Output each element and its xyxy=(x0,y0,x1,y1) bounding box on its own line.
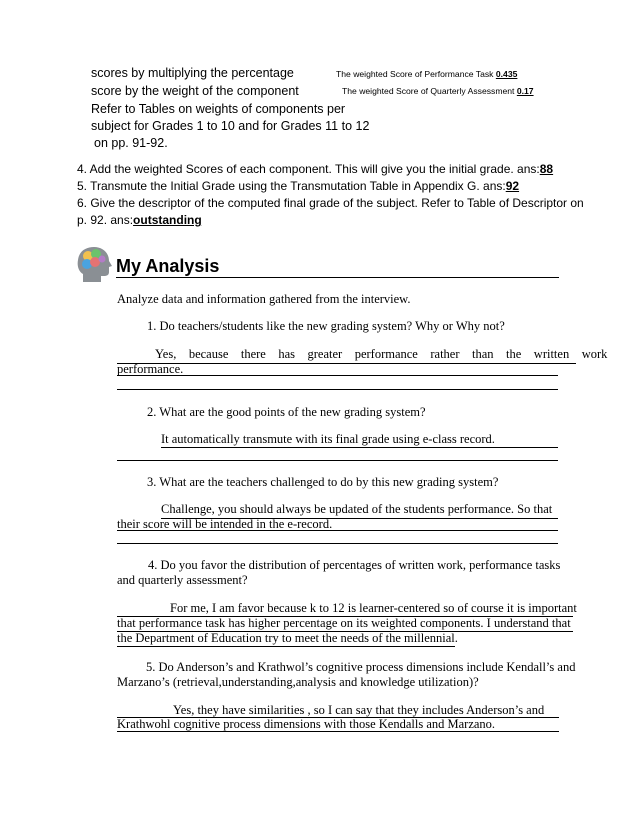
weighted-pt-value: 0.435 xyxy=(495,69,518,79)
intro-line: scores by multiplying the percentage xyxy=(91,66,294,80)
question-5-line-2: Marzano’s (retrieval,understanding,analysis and knowledge utilization)? xyxy=(117,675,479,689)
answer-rule xyxy=(117,363,576,364)
step-5 xyxy=(77,179,519,193)
instruction: Analyze data and information gathered from the interview. xyxy=(117,292,411,306)
step-answer: 92 xyxy=(505,179,520,193)
section-title-rule xyxy=(116,277,559,278)
section-title: My Analysis xyxy=(116,256,220,276)
brain-head-icon xyxy=(74,244,114,284)
weighted-qa-value: 0.17 xyxy=(516,86,534,96)
step-6: 6. Give the descriptor of the computed final grade of the subject. Refer to Table of Descriptor on xyxy=(77,196,584,210)
weighted-pt xyxy=(336,69,517,79)
answer-1-line-2: performance. xyxy=(117,362,184,376)
intro-line: Refer to Tables on weights of components per xyxy=(91,102,346,116)
answer-3-line-2: their score will be intended in the e-record. xyxy=(117,517,333,531)
answer-rule xyxy=(161,447,558,448)
question-4-line-2: and quarterly assessment? xyxy=(117,573,248,587)
answer-4-line-3: the Department of Education try to meet the needs of the millennial. xyxy=(117,631,458,645)
intro-line: subject for Grades 1 to 10 and for Grades 11 to 12 xyxy=(91,119,370,133)
step-6-line2 xyxy=(77,213,202,227)
question-2: 2. What are the good points of the new grading system? xyxy=(147,405,426,419)
answer-2-line-1: It automatically transmute with its final grade using e-class record. xyxy=(161,432,495,446)
step-text: 4. Add the weighted Scores of each component. This will give you the initial grade. ans: xyxy=(77,162,540,176)
step-answer: 88 xyxy=(539,162,554,176)
question-3: 3. What are the teachers challenged to do by this new grading system? xyxy=(147,475,499,489)
intro-line: score by the weight of the component xyxy=(91,84,299,98)
step-answer: outstanding xyxy=(133,213,202,227)
answer-1-line-1 xyxy=(117,347,608,362)
answer-rule xyxy=(117,375,558,376)
answer-rule xyxy=(117,646,455,647)
answer-rule xyxy=(117,543,558,544)
weighted-pt-label: The weighted Score of Performance Task xyxy=(336,69,494,79)
answer-4-line-1: For me, I am favor because k to 12 is learner-centered so of course it is important xyxy=(170,601,577,615)
weighted-qa-label: The weighted Score of Quarterly Assessment xyxy=(342,86,515,96)
answer-text: Yes, because there has greater performance rather than the written work xyxy=(155,347,608,361)
answer-rule xyxy=(117,731,559,732)
answer-5-line-1: Yes, they have similarities , so I can say that they includes Anderson’s and xyxy=(173,703,545,717)
step-4 xyxy=(77,162,553,176)
question-5-line-1: 5. Do Anderson’s and Krathwol’s cognitive process dimensions include Kendall’s and xyxy=(146,660,576,674)
step-text: p. 92. ans: xyxy=(77,213,134,227)
intro-line: on pp. 91-92. xyxy=(94,136,168,150)
answer-3-line-1: Challenge, you should always be updated of the students performance. So that xyxy=(161,502,553,516)
answer-5-line-2: Krathwohl cognitive process dimensions with those Kendalls and Marzano. xyxy=(117,717,496,731)
answer-rule xyxy=(117,389,558,390)
step-text: 5. Transmute the Initial Grade using the Transmutation Table in Appendix G. ans: xyxy=(77,179,506,193)
weighted-qa xyxy=(342,86,534,96)
answer-rule xyxy=(117,460,558,461)
answer-rule xyxy=(117,530,558,531)
answer-4-line-2: that performance task has higher percentage on its weighted components. I understand that xyxy=(117,616,571,630)
question-4-line-1: 4. Do you favor the distribution of percentages of written work, performance tasks xyxy=(148,558,561,572)
question-1: 1. Do teachers/students like the new grading system? Why or Why not? xyxy=(147,319,505,333)
